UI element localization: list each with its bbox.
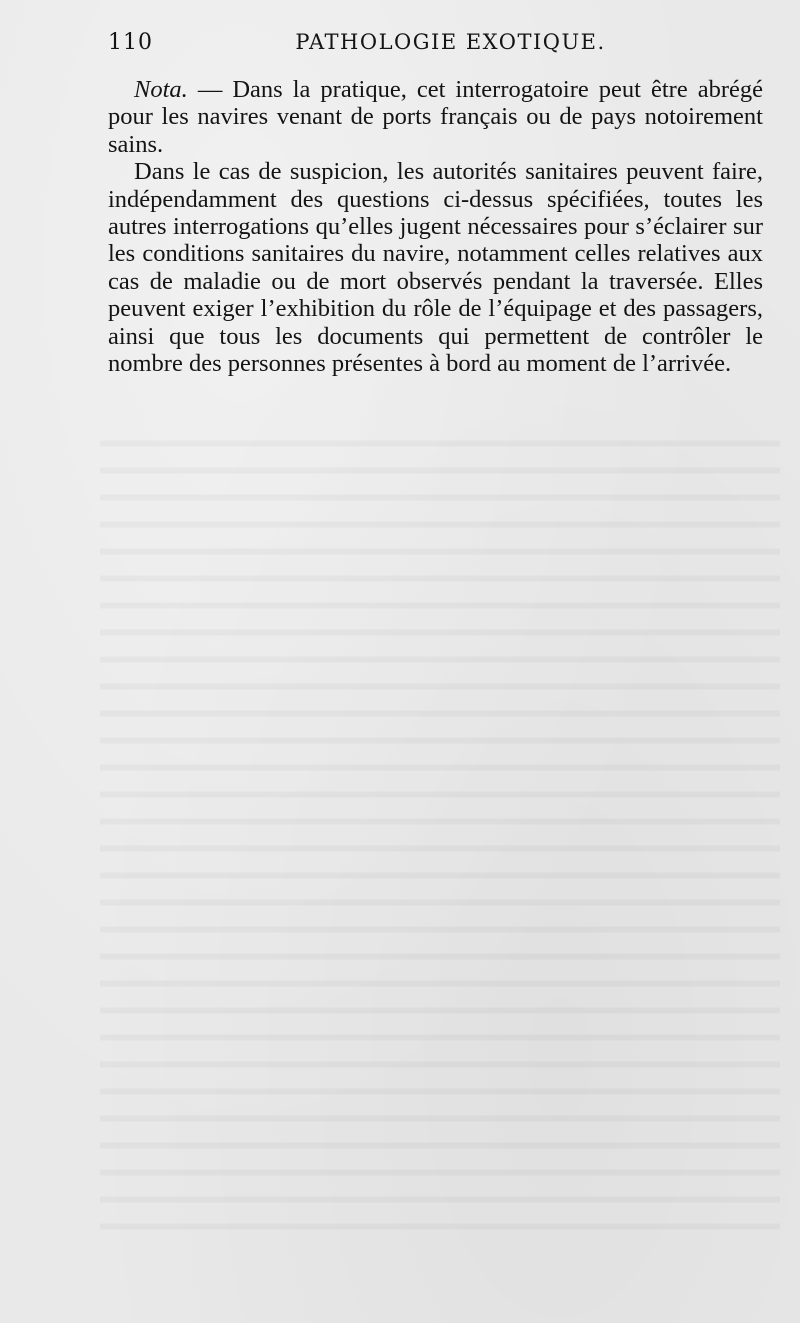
suspicion-paragraph: Dans le cas de suspicion, les autorités sanitaires peuvent faire, indépendamment des questions ci-dessus spécifiées, toutes les autres interrogations qu’elles jugent nécessaires pour s’éclairer sur les conditions sanitaires du navire, notamment celles relatives aux cas de maladie ou de mort observés pendant la traversée. Elles peuvent exiger l’exhibition du rôle de l’équipage et des passagers, ainsi que tous les documents qui permettent de contrôler le nombre des personnes présentes à bord au moment de l’arrivée. (108, 158, 763, 378)
nota-paragraph (108, 76, 763, 158)
running-head (108, 30, 763, 64)
nota-text: — Dans la pratique, cet interrogatoire peut être abrégé pour les navires venant de ports français ou de pays notoirement sains. (108, 76, 763, 158)
body-text (108, 76, 763, 377)
running-title: PATHOLOGIE EXOTIQUE. (295, 30, 606, 54)
show-through-text (100, 420, 780, 1250)
page-number: 110 (108, 30, 153, 55)
nota-label: Nota. (134, 76, 188, 103)
